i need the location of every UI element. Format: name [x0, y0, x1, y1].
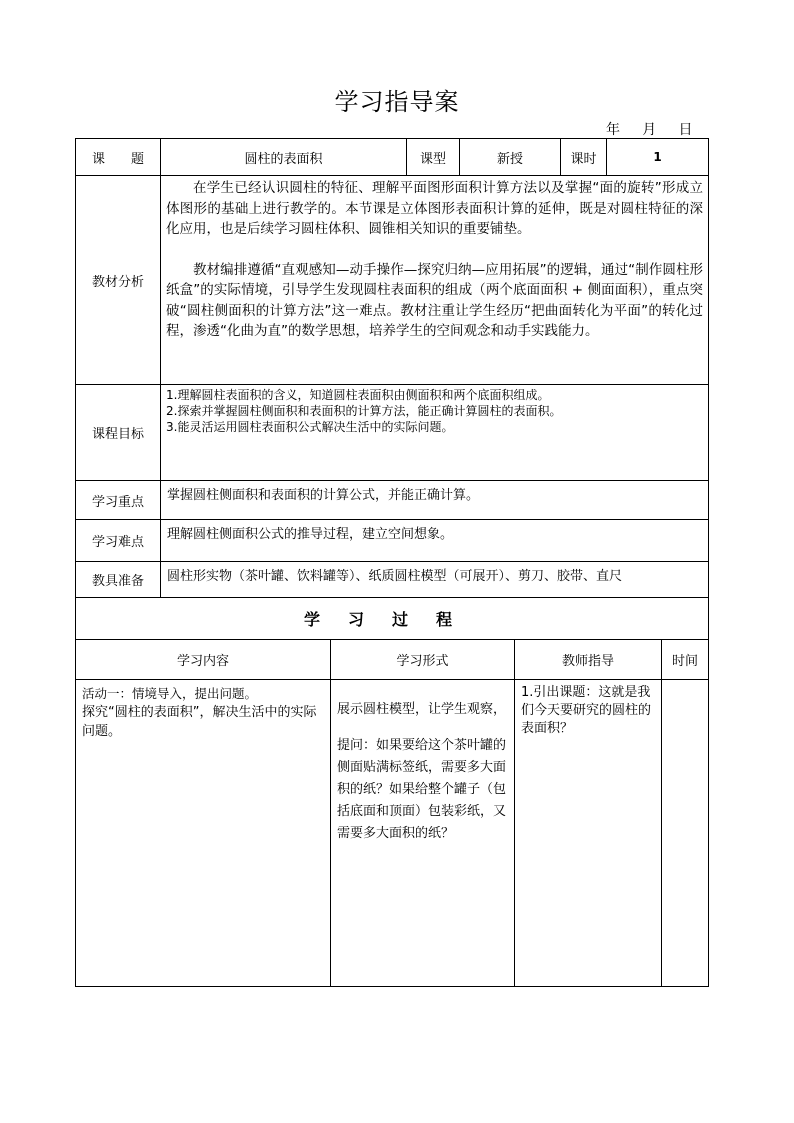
- topic-label: 课 题: [76, 139, 161, 176]
- process-columns-row: [76, 640, 709, 680]
- difficulty-text: 理解圆柱侧面积公式的推导过程，建立空间想象。: [167, 527, 454, 542]
- analysis-paragraph-2: 教材编排遵循“直观感知—动手操作—探究归纳—应用拓展”的逻辑，通过“制作圆柱形纸盒”的实际情境，引导学生发现圆柱表面积的组成（两个底面面积 + 侧面面积），重点突破“圆柱侧面积的计算方法”这一难点。教材注重让学生经历“把曲面转化为平面”的转化过程，渗透“化曲为直”的数学思想，培养学生的空间观念和动手实践能力。: [166, 261, 704, 339]
- topic-value: 圆柱的表面积: [161, 139, 407, 176]
- key-point-text: 掌握圆柱侧面积和表面积的计算公式，并能正确计算。: [167, 488, 480, 503]
- goals-label: 课程目标: [76, 385, 161, 481]
- goal-item: 3.能灵活运用圆柱表面积公式解决生活中的实际问题。: [166, 420, 454, 434]
- column-header: 教师指导: [515, 640, 662, 680]
- goals-list: [161, 385, 709, 481]
- date-month: 月: [642, 122, 657, 138]
- column-header: 时间: [662, 640, 709, 680]
- type-value: 新授: [460, 139, 561, 176]
- tools-text: 圆柱形实物（茶叶罐、饮料罐等）、纸质圆柱模型（可展开）、剪刀、胶带、直尺: [167, 569, 623, 584]
- activity-text: 探究“圆柱的表面积”，解决生活中的实际问题。: [82, 705, 317, 739]
- time-cell: [662, 680, 709, 987]
- header-row: [76, 139, 709, 176]
- date-year: 年: [606, 122, 620, 138]
- date-line: [606, 119, 693, 139]
- goal-item: 2.探索并掌握圆柱侧面积和表面积的计算方法，能正确计算圆柱的表面积。: [166, 404, 562, 418]
- page-title: 学习指导案: [334, 88, 460, 116]
- analysis-paragraph-1: 在学生已经认识圆柱的特征、理解平面图形面积计算方法以及掌握“面的旋转”形成立体图形的基础上进行教学的。本节课是立体图形表面积计算的延伸，既是对圆柱特征的深化应用，也是后续学习圆柱体积、圆锥相关知识的重要铺垫。: [166, 180, 704, 237]
- form-text-1: 展示圆柱模型，让学生观察，: [337, 702, 507, 717]
- guide-text: 1.引出课题：这就是我们今天要研究的圆柱的表面积？: [521, 685, 652, 736]
- content-cell: [76, 680, 331, 987]
- tools-row: [76, 562, 709, 598]
- analysis-label: 教材分析: [76, 176, 161, 385]
- column-header: 学习形式: [331, 640, 515, 680]
- type-label: 课型: [407, 139, 460, 176]
- process-content-row: [76, 680, 709, 987]
- form-cell: [331, 680, 515, 987]
- difficulty-row: [76, 520, 709, 562]
- guide-cell: [515, 680, 662, 987]
- goal-item: 1.理解圆柱表面积的含义，知道圆柱表面积由侧面积和两个底面积组成。: [166, 388, 550, 402]
- key-point-row: [76, 481, 709, 520]
- process-heading-row: [76, 598, 709, 640]
- form-text-2: 提问：如果要给这个茶叶罐的侧面贴满标签纸，需要多大面积的纸？如果给整个罐子（包括底面和顶面）包装彩纸，又需要多大面积的纸？: [337, 738, 507, 841]
- date-day: 日: [678, 122, 693, 138]
- hours-value: 1: [607, 139, 709, 176]
- difficulty-label: 学习难点: [76, 520, 161, 562]
- goals-row: [76, 385, 709, 481]
- tools-label: 教具准备: [76, 562, 161, 598]
- process-heading: 学习过程: [76, 598, 709, 640]
- activity-title: 活动一：情境导入，提出问题。: [82, 686, 258, 701]
- analysis-row: [76, 176, 709, 385]
- key-point-label: 学习重点: [76, 481, 161, 520]
- hours-label: 课时: [561, 139, 607, 176]
- lesson-plan-table: [75, 138, 709, 987]
- column-header: 学习内容: [76, 640, 331, 680]
- analysis-text: [161, 176, 709, 385]
